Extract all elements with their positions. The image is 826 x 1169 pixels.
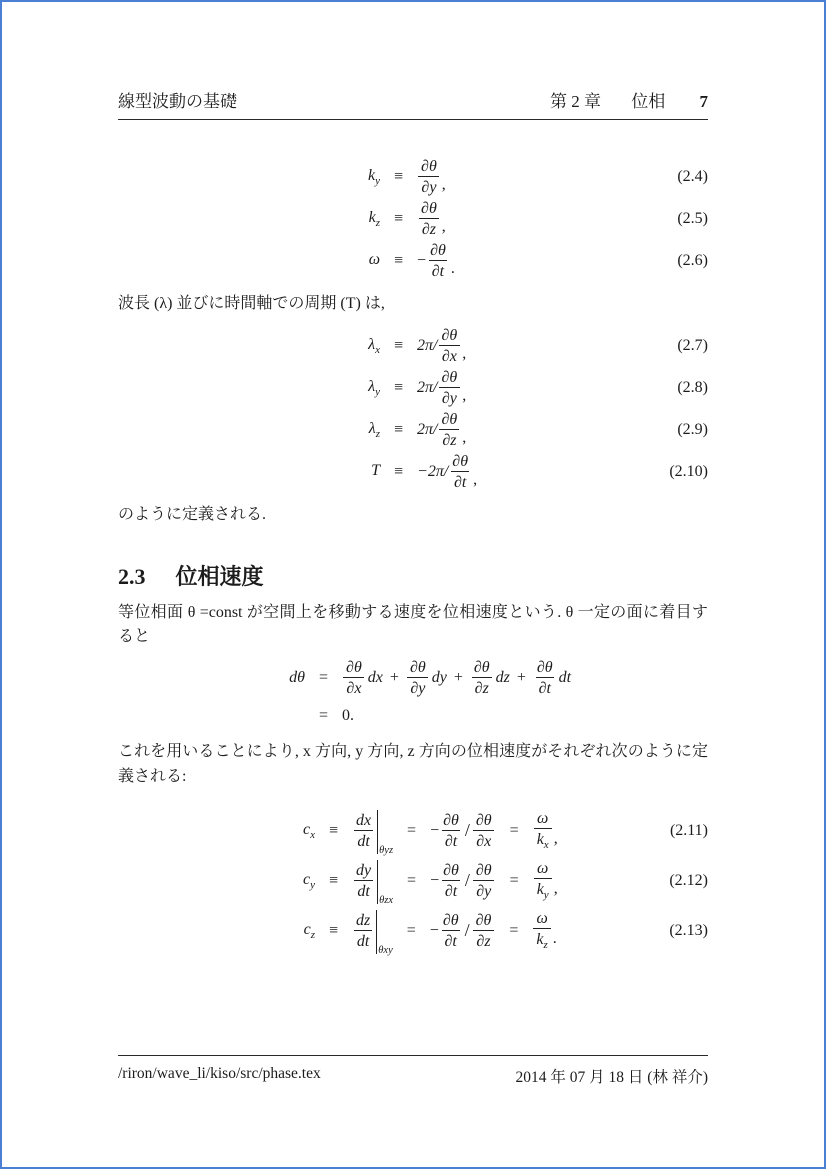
fraction: $\frac{\partial\theta}{\partial z}$ (418, 199, 440, 239)
derivative-fraction: $\frac{dz}{dt}$ (353, 911, 373, 951)
coefficient: −2π/ (417, 462, 449, 480)
punctuation: . (552, 929, 557, 947)
equation-group-wavelength (118, 325, 708, 493)
equation-lhs: ω (368, 250, 380, 268)
minus-sign: − (430, 821, 440, 839)
zero-value: 0. (342, 707, 355, 725)
paragraph-defined: のように定義される. (118, 505, 267, 523)
plus-symbol: + (453, 669, 463, 687)
equiv-symbol: ≡ (394, 252, 404, 269)
paragraph-phase-speed-definition: これを用いることにより, x 方向, y 方向, z 方向の位相速度がそれぞれ次のように定義される: (118, 743, 708, 785)
fraction: $\frac{\partial\theta}{\partial y}$ (418, 157, 440, 197)
equation-lhs: $\lambda_z$ (368, 419, 380, 440)
equals-symbol: = (319, 707, 329, 725)
equation-lhs: dθ (289, 669, 305, 687)
slash-symbol: / (464, 870, 470, 891)
fraction: $\frac{\partial\theta}{\partial z}$ (471, 658, 493, 698)
equation-number: (2.7) (677, 336, 708, 354)
punctuation: , (473, 470, 478, 488)
header-rule (118, 119, 708, 120)
result-fraction: $\frac{\omega}{k_x}$ (534, 809, 552, 853)
equation-2-6 (118, 240, 708, 282)
paragraph-wavelength: 波長 (λ) 並びに時間軸での周期 (T) は, (118, 295, 385, 312)
fraction: $\frac{\partial\theta}{\partial t}$ (430, 241, 446, 280)
punctuation: , (441, 218, 446, 235)
equation-number: (2.5) (677, 210, 708, 227)
differential: dy (431, 669, 447, 687)
evaluated-at-bar: θyz (377, 808, 393, 854)
punctuation: , (462, 386, 467, 404)
page-footer (118, 1055, 708, 1087)
equation-lhs: $\lambda_y$ (368, 377, 380, 398)
slash-symbol: / (464, 920, 470, 941)
equals-symbol: = (407, 871, 417, 889)
result-fraction: $\frac{\omega}{k_z}$ (533, 909, 550, 953)
paragraph-phase-speed-intro: 等位相面 θ =const が空間上を移動する速度を位相速度という. θ 一定の面に着目すると (118, 603, 708, 646)
equation-lhs: $c_z$ (303, 920, 315, 941)
equation-lhs: $k_z$ (368, 208, 380, 230)
equals-symbol: = (407, 821, 417, 839)
fraction: $\frac{\partial\theta}{\partial x}$ (439, 326, 461, 366)
differential: dx (367, 669, 383, 687)
punctuation: . (450, 260, 455, 277)
section-number: 2.3 (118, 563, 146, 589)
equiv-symbol: ≡ (394, 168, 404, 185)
equiv-symbol: ≡ (394, 210, 404, 227)
fraction: $\frac{\partial\theta}{\partial t}$ (443, 811, 459, 850)
section-title: 位相速度 (175, 563, 264, 589)
fraction: $\frac{\partial\theta}{\partial t}$ (536, 659, 553, 698)
fraction: $\frac{\partial\theta}{\partial y}$ (439, 368, 461, 408)
equation-2-12 (118, 856, 708, 906)
minus-sign: − (429, 921, 439, 939)
coefficient: 2π/ (417, 420, 438, 438)
equation-number: (2.8) (677, 378, 708, 396)
equals-symbol: = (509, 921, 519, 939)
equiv-symbol: ≡ (329, 871, 339, 889)
equation-2-10 (118, 451, 708, 493)
equation-lhs: $c_x$ (303, 820, 315, 841)
fraction: $\frac{\partial\theta}{\partial y}$ (473, 861, 495, 901)
coefficient: 2π/ (417, 336, 438, 354)
source-file-path: /riron/wave_li/kiso/src/phase.tex (118, 1065, 321, 1082)
coefficient: 2π/ (417, 378, 438, 396)
fraction: $\frac{\partial\theta}{\partial z}$ (439, 410, 461, 450)
equation-2-9 (118, 409, 708, 451)
header-right (550, 87, 708, 112)
derivative-fraction: $\frac{dx}{dt}$ (356, 811, 372, 850)
equiv-symbol: ≡ (394, 462, 404, 480)
punctuation: , (441, 176, 446, 193)
fraction: $\frac{\partial\theta}{\partial t}$ (452, 452, 469, 491)
equation-2-11 (118, 806, 708, 856)
equiv-symbol: ≡ (329, 821, 339, 839)
equation-lhs: T (371, 461, 380, 479)
plus-symbol: + (516, 669, 526, 687)
equation-dtheta-line2 (118, 702, 708, 730)
running-title: 線型波動の基礎 (118, 92, 237, 111)
derivative-fraction: $\frac{dy}{dt}$ (356, 861, 372, 900)
equation-2-7 (118, 325, 708, 367)
date-author: 2014 年 07 月 18 日 (林 祥介) (515, 1069, 708, 1086)
equiv-symbol: ≡ (394, 378, 404, 396)
punctuation: , (462, 344, 467, 362)
equation-lhs: $k_y$ (368, 166, 380, 188)
section-heading (118, 560, 708, 591)
equiv-symbol: ≡ (394, 420, 404, 438)
chapter-title: 位相 (631, 92, 666, 111)
equation-lhs: $\lambda_x$ (368, 335, 380, 356)
minus-sign: − (417, 252, 427, 269)
equals-symbol: = (509, 821, 519, 839)
equals-symbol: = (406, 921, 416, 939)
plus-symbol: + (389, 669, 399, 687)
equation-number: (2.12) (669, 871, 708, 889)
chapter-label: 第 2 章 (550, 92, 601, 111)
equation-number: (2.13) (669, 921, 708, 939)
result-fraction: $\frac{\omega}{k_y}$ (534, 859, 552, 903)
page-number: 7 (699, 92, 708, 111)
equation-group-phase-speed (118, 806, 708, 956)
equation-dtheta-line1 (118, 654, 708, 702)
fraction: $\frac{\partial\theta}{\partial t}$ (442, 911, 459, 950)
equation-number: (2.10) (669, 462, 708, 480)
equation-number: (2.4) (677, 168, 708, 185)
equation-2-13 (118, 906, 708, 956)
punctuation: , (553, 829, 558, 847)
differential: dt (558, 669, 572, 687)
fraction: $\frac{\partial\theta}{\partial t}$ (443, 861, 459, 900)
differential: dz (495, 669, 510, 687)
equals-symbol: = (319, 669, 329, 687)
equiv-symbol: ≡ (394, 336, 404, 354)
equation-number: (2.6) (677, 252, 708, 269)
equation-number: (2.11) (669, 821, 708, 839)
fraction: $\frac{\partial\theta}{\partial x}$ (473, 811, 495, 851)
minus-sign: − (430, 871, 440, 889)
punctuation: , (462, 428, 467, 446)
fraction: $\frac{\partial\theta}{\partial z}$ (473, 911, 495, 951)
evaluated-at-bar: θzx (377, 858, 393, 904)
fraction: $\frac{\partial\theta}{\partial y}$ (407, 658, 429, 698)
evaluated-at-bar: θxy (376, 908, 392, 954)
equation-group-wavenumber (118, 156, 708, 282)
slash-symbol: / (464, 820, 470, 841)
equation-number: (2.9) (677, 420, 708, 438)
equation-2-4 (118, 156, 708, 198)
equation-lhs: $c_y$ (303, 870, 315, 891)
punctuation: , (553, 879, 558, 897)
page-header (118, 87, 708, 112)
equals-symbol: = (509, 871, 519, 889)
fraction: $\frac{\partial\theta}{\partial x}$ (343, 658, 365, 698)
equation-2-5 (118, 198, 708, 240)
equation-2-8 (118, 367, 708, 409)
equiv-symbol: ≡ (329, 921, 339, 939)
